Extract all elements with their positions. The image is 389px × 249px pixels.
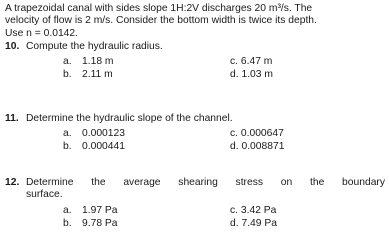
option-value: 1.18 m	[82, 56, 114, 68]
option-value: 0.000647	[240, 128, 284, 140]
option-b[interactable]: b. 0.000441	[63, 141, 125, 153]
question-text: Determine the average shearing stress on the boundary surface.	[26, 177, 385, 201]
option-c[interactable]: c. 3.42 Pa	[230, 204, 277, 216]
question-10	[5, 41, 385, 85]
problem-line: velocity of flow is 2 m/s. Consider the bottom width is twice its depth.	[5, 15, 317, 27]
option-value: 1.97 Pa	[82, 204, 118, 216]
option-b[interactable]: b. 2.11 m	[63, 69, 113, 81]
problem-line: A trapezoidal canal with sides slope 1H:2V discharges 20 m³/s. The	[5, 3, 313, 14]
question-number: 12.	[5, 177, 20, 188]
question-text: Determine the hydraulic slope of the channel.	[26, 113, 233, 124]
option-a[interactable]: a. 1.97 Pa	[63, 204, 118, 216]
option-value: 0.008871	[241, 141, 285, 153]
answer-options	[5, 55, 385, 85]
question-12	[5, 177, 385, 234]
option-value: 0.000441	[82, 141, 125, 153]
option-c[interactable]: c. 6.47 m	[230, 56, 273, 68]
option-value: 1.03 m	[241, 69, 273, 81]
option-a[interactable]: a. 0.000123	[63, 128, 125, 140]
option-d[interactable]: d. 1.03 m	[230, 69, 273, 81]
problem-statement	[5, 3, 385, 40]
option-value: 3.42 Pa	[240, 204, 277, 216]
option-value: 7.49 Pa	[241, 217, 277, 229]
question-11	[5, 113, 385, 157]
option-value: 6.47 m	[240, 56, 273, 68]
option-c[interactable]: c. 0.000647	[230, 128, 284, 140]
option-a[interactable]: a. 1.18 m	[63, 56, 114, 68]
option-value: 2.11 m	[82, 69, 113, 81]
answer-options	[5, 127, 385, 157]
option-value: 9.78 Pa	[82, 217, 118, 229]
question-text: Compute the hydraulic radius.	[26, 41, 163, 52]
option-value: 0.000123	[82, 128, 125, 140]
question-number: 10.	[5, 41, 20, 52]
option-d[interactable]: d. 7.49 Pa	[230, 217, 277, 229]
question-number: 11.	[5, 113, 19, 124]
option-d[interactable]: d. 0.008871	[230, 141, 285, 153]
answer-options	[5, 204, 385, 234]
option-b[interactable]: b. 9.78 Pa	[63, 217, 118, 229]
problem-line: Use n = 0.0142.	[5, 27, 78, 39]
